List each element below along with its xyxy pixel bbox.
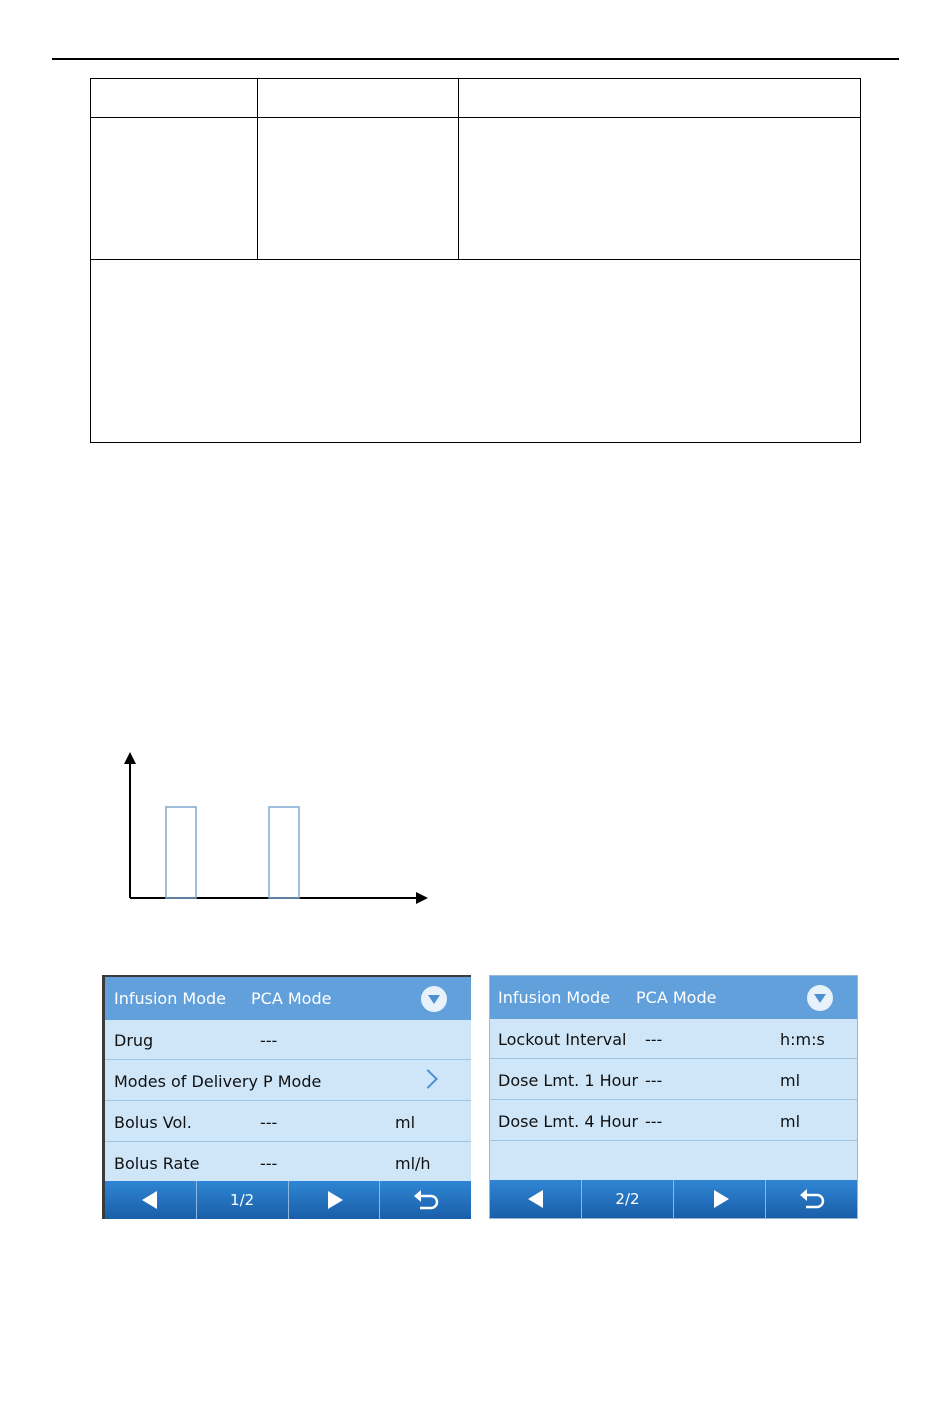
list-item-bolus-rate[interactable]: [105, 1143, 471, 1183]
left-arrow-icon: [528, 1190, 543, 1208]
pump-screen-page-1: [102, 975, 471, 1219]
row-unit: h:m:s: [780, 1030, 825, 1049]
row-unit: ml/h: [395, 1154, 431, 1173]
infusion-mode-header[interactable]: [490, 976, 857, 1019]
list-item-bolus-vol[interactable]: [105, 1102, 471, 1142]
row-value: ---: [645, 1071, 663, 1090]
pump-screen-page-2: [489, 975, 858, 1219]
header-value: PCA Mode: [636, 988, 717, 1007]
header-label: Infusion Mode: [114, 989, 227, 1008]
table-column-divider: [458, 79, 459, 259]
back-icon: [413, 1189, 439, 1211]
table-column-divider: [257, 79, 258, 259]
list-item-drug[interactable]: [105, 1020, 471, 1060]
list-item-lockout-interval[interactable]: [490, 1019, 857, 1059]
row-label: Drug: [114, 1031, 154, 1050]
list-item-modes-of-delivery[interactable]: [105, 1061, 471, 1101]
nav-bar: [105, 1181, 471, 1219]
row-label: Dose Lmt. 4 Hour: [498, 1112, 639, 1131]
next-page-button[interactable]: [674, 1180, 766, 1218]
bolus-pulse-2: [269, 807, 299, 898]
left-arrow-icon: [142, 1191, 157, 1209]
right-arrow-icon: [328, 1191, 343, 1209]
infusion-mode-header[interactable]: [105, 977, 471, 1020]
y-axis-arrow: [124, 752, 136, 764]
list-item-dose-limit-4-hour[interactable]: [490, 1101, 857, 1141]
row-label: Modes of Delivery: [114, 1072, 258, 1091]
back-icon: [799, 1188, 825, 1210]
list-item-dose-limit-1-hour[interactable]: [490, 1060, 857, 1100]
page-header-rule: [52, 58, 899, 60]
next-page-button[interactable]: [289, 1181, 381, 1219]
row-value: ---: [645, 1112, 663, 1131]
table-header-divider: [91, 117, 860, 118]
x-axis-arrow: [416, 892, 428, 904]
row-value: ---: [645, 1030, 663, 1049]
row-value: P Mode: [263, 1072, 322, 1091]
dropdown-icon[interactable]: [421, 986, 447, 1012]
header-value: PCA Mode: [251, 989, 332, 1008]
pca-bolus-chart: [110, 748, 440, 913]
back-button[interactable]: [766, 1180, 857, 1218]
row-label: Bolus Rate: [114, 1154, 200, 1173]
prev-page-button[interactable]: [490, 1180, 582, 1218]
row-unit: ml: [780, 1071, 801, 1090]
chevron-right-icon[interactable]: [418, 1069, 438, 1089]
document-table: [90, 78, 861, 443]
right-arrow-icon: [714, 1190, 729, 1208]
row-value: ---: [260, 1031, 278, 1050]
row-value: ---: [260, 1113, 278, 1132]
row-label: Lockout Interval: [498, 1030, 627, 1049]
back-button[interactable]: [380, 1181, 471, 1219]
row-value: ---: [260, 1154, 278, 1173]
header-label: Infusion Mode: [498, 988, 611, 1007]
list-item-empty: [490, 1142, 857, 1182]
row-unit: ml: [780, 1112, 801, 1131]
page-indicator: 2/2: [582, 1180, 674, 1218]
dropdown-icon[interactable]: [807, 985, 833, 1011]
nav-bar: [490, 1180, 857, 1218]
prev-page-button[interactable]: [105, 1181, 197, 1219]
table-row-divider: [91, 259, 860, 260]
bolus-pulse-1: [166, 807, 196, 898]
row-label: Dose Lmt. 1 Hour: [498, 1071, 639, 1090]
row-unit: ml: [395, 1113, 416, 1132]
page-indicator: 1/2: [197, 1181, 289, 1219]
row-label: Bolus Vol.: [114, 1113, 192, 1132]
